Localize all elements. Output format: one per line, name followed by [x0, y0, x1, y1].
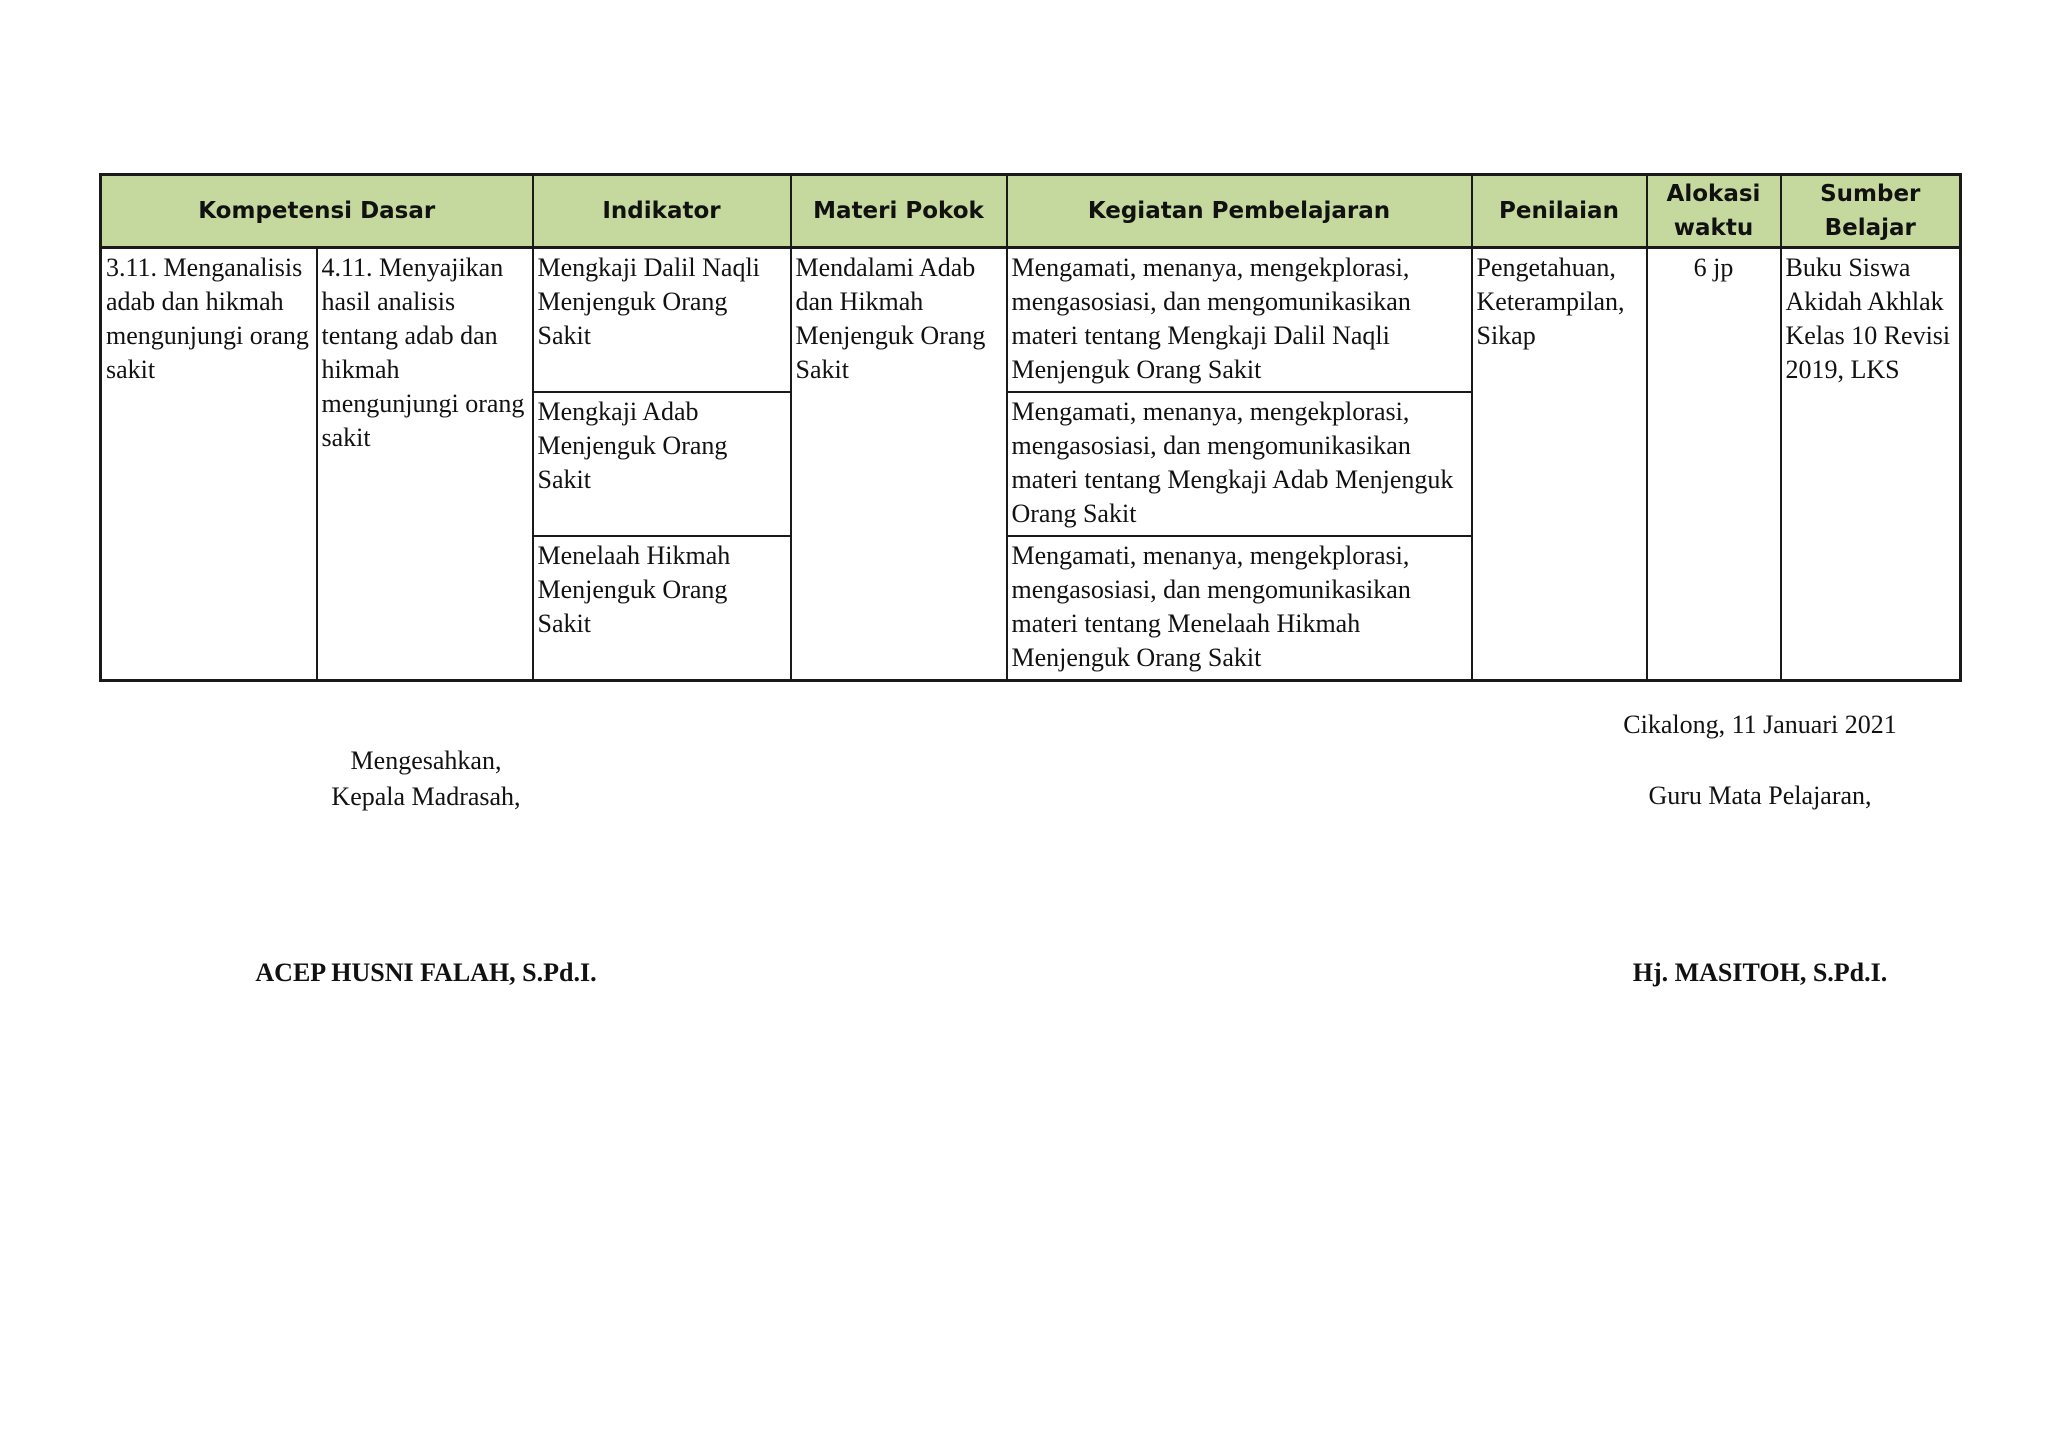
place-date: Cikalong, 11 Januari 2021 — [1623, 710, 1897, 739]
header-kegiatan: Kegiatan Pembelajaran — [1007, 175, 1472, 248]
penilaian-cell: Pengetahuan, Keterampilan, Sikap — [1472, 248, 1647, 681]
headmaster-role: Kepala Madrasah, — [331, 782, 521, 811]
materi-pokok-cell: Mendalami Adab dan Hikmah Menjenguk Orang Sakit — [791, 248, 1007, 681]
silabus-table — [99, 173, 1962, 682]
kegiatan-cell: Mengamati, menanya, mengekplorasi, mengasosiasi, dan mengomunikasikan materi tentang Menelaah Hikmah Menjenguk Orang Sakit — [1007, 536, 1472, 681]
header-kompetensi-dasar: Kompetensi Dasar — [101, 175, 533, 248]
header-penilaian: Penilaian — [1472, 175, 1647, 248]
header-alokasi — [1647, 175, 1781, 248]
header-sumber — [1781, 175, 1961, 248]
header-row — [101, 175, 1961, 248]
kd-keterampilan-cell: 4.11. Menyajikan hasil analisis tentang adab dan hikmah mengunjungi orang sakit — [317, 248, 533, 681]
header-indikator: Indikator — [533, 175, 791, 248]
indikator-cell: Mengkaji Adab Menjenguk Orang Sakit — [533, 392, 791, 536]
headmaster-name: ACEP HUSNI FALAH, S.Pd.I. — [255, 958, 597, 987]
alokasi-cell: 6 jp — [1647, 248, 1781, 681]
indikator-cell: Mengkaji Dalil Naqli Menjenguk Orang Sakit — [533, 248, 791, 393]
indikator-cell: Menelaah Hikmah Menjenguk Orang Sakit — [533, 536, 791, 681]
endorsement-label: Mengesahkan, — [350, 746, 502, 775]
header-alokasi-line2: waktu — [1673, 215, 1754, 241]
kegiatan-cell: Mengamati, menanya, mengekplorasi, mengasosiasi, dan mengomunikasikan materi tentang Mengkaji Adab Menjenguk Orang Sakit — [1007, 392, 1472, 536]
header-materi-pokok: Materi Pokok — [791, 175, 1007, 248]
kd-pengetahuan-cell: 3.11. Menganalisis adab dan hikmah mengunjungi orang sakit — [101, 248, 317, 681]
kegiatan-cell: Mengamati, menanya, mengekplorasi, mengasosiasi, dan mengomunikasikan materi tentang Mengkaji Dalil Naqli Menjenguk Orang Sakit — [1007, 248, 1472, 393]
teacher-name: Hj. MASITOH, S.Pd.I. — [1632, 958, 1888, 987]
teacher-role: Guru Mata Pelajaran, — [1648, 781, 1872, 810]
sumber-cell: Buku Siswa Akidah Akhlak Kelas 10 Revisi 2019, LKS — [1781, 248, 1961, 681]
signature-left-block — [276, 743, 576, 815]
header-sumber-line2: Belajar — [1824, 215, 1916, 241]
table-row — [101, 248, 1961, 393]
header-alokasi-line1: Alokasi — [1666, 181, 1761, 207]
header-sumber-line1: Sumber — [1820, 181, 1921, 207]
